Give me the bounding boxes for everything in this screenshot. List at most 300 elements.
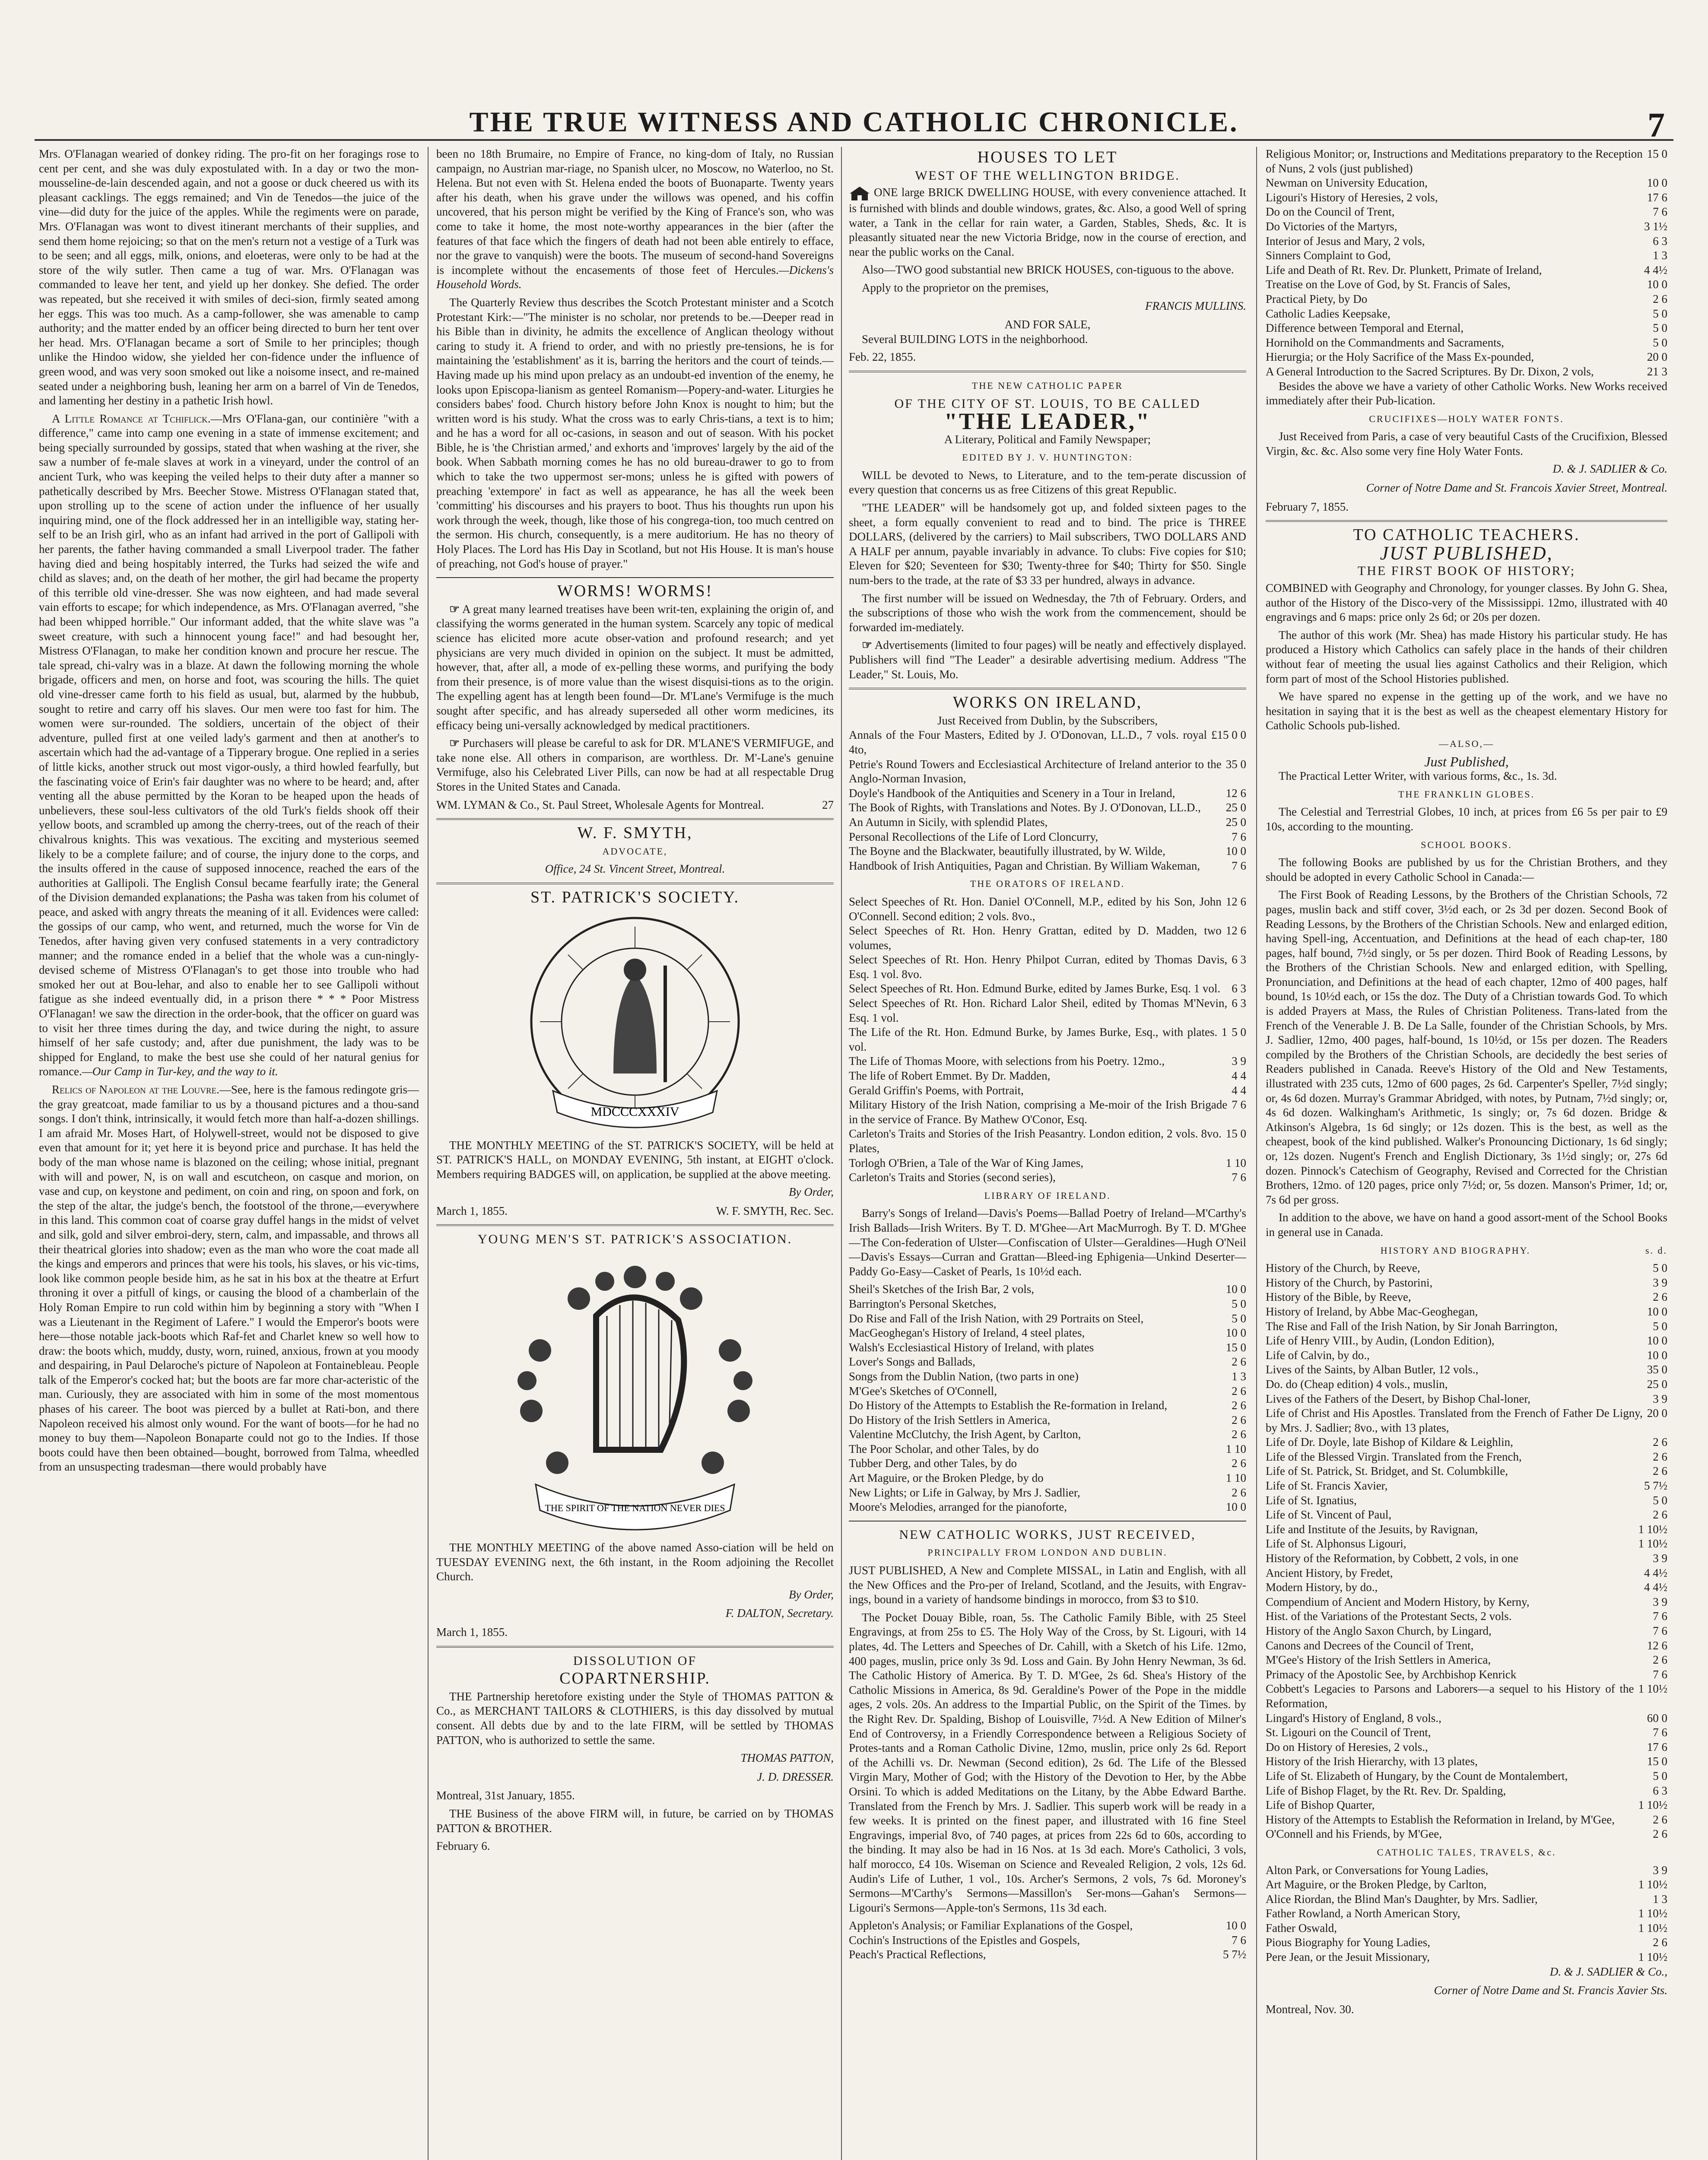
rule [436, 818, 834, 820]
ad-subtitle: AND FOR SALE, [1004, 318, 1091, 331]
book-list-item [1266, 1877, 1667, 1892]
book-list-item [849, 924, 1246, 953]
book-title: History of the Church, by Reeve, [1266, 1261, 1420, 1275]
book-title: Petrie's Round Towers and Ecclesiastical Architecture of Ireland anterior to the Anglo-Norman Invasion, [849, 757, 1222, 785]
ad-body: "THE LEADER" will be handsomely got up, and folded sixteen pages to the sheet, a form equally convenient to read and to bind. The price is THREE DOLLARS, (delivered by the carriers) to Mail subscribers, TWO DOLLARS AND A HALF per annum, payable invariably in advance. To clubs: Five copies for $10; Eleven for $20; Seventeen for $30; Twenty-three for $40; Thirty for $50. Single num-bers to the trade, at the rate of $3 33 per hundred, always in advance. [849, 501, 1246, 587]
book-list-item [1266, 1406, 1667, 1435]
book-title: Interior of Jesus and Mary, 2 vols, [1266, 234, 1425, 248]
book-list [1266, 147, 1667, 379]
book-title: Select Speeches of Rt. Hon. Daniel O'Connell, M.P., edited by his Son, John O'Connell. Second edition; 2 vols. 8vo., [849, 895, 1222, 923]
book-list-item [849, 1413, 1246, 1428]
book-price: 10 0 [1225, 1500, 1246, 1514]
ad-text: ONE large BRICK DWELLING HOUSE, with every convenience attached. It is furnished with blinds and double windows, grates, &c. Also, a good Well of spring water, a Tank in the cellar for rain water, a Garden, Stables, Sheds, &c. It is pleasantly situated near the new Victoria Bridge, now in the course of erection, and near the public works on the Canal. [849, 186, 1246, 258]
book-price: 1 10 [1225, 1442, 1246, 1455]
also-label: —ALSO,— [1439, 738, 1494, 749]
book-list-item [849, 1170, 1246, 1185]
book-price: 2 6 [1653, 1827, 1667, 1841]
list-heading [1266, 1243, 1667, 1258]
book-title: Sheil's Sketches of the Irish Bar, 2 vols, [849, 1283, 1034, 1296]
book-list-item [1266, 350, 1667, 365]
book-price: 3 9 [1232, 1055, 1246, 1068]
book-list-item [1266, 1798, 1667, 1813]
meeting-notice: THE MONTHLY MEETING of the above named Asso-ciation will be held on TUESDAY EVENING next, the 6th instant, in the Room adjoining the Recollet Church. [436, 1541, 834, 1583]
ad-body: Just Received from Paris, a case of very beautiful Casts of the Crucifixion, Blessed Virgin, &c. &c. Also some very fine Holy Water Fonts. [1266, 430, 1667, 457]
leader-heading: THE NEW CATHOLIC PAPER [971, 380, 1124, 391]
book-title: Ligouri's History of Heresies, 2 vols, [1266, 191, 1438, 204]
book-list-item [849, 1282, 1246, 1297]
book-list-item [849, 1442, 1246, 1457]
book-list-item [1266, 1950, 1667, 1965]
book-title: Life of Dr. Doyle, late Bishop of Kildare & Leighlin, [1266, 1436, 1513, 1449]
book-list-item [849, 1919, 1246, 1933]
book-title: Life of Henry VIII., by Audin, (London Edition), [1266, 1334, 1495, 1347]
book-list-item [1266, 1392, 1667, 1407]
book-price: 5 0 [1653, 1261, 1667, 1275]
book-list-item [1266, 1435, 1667, 1450]
book-list-item [849, 1500, 1246, 1515]
book-list-item [849, 1127, 1246, 1156]
book-price: 6 3 [1653, 234, 1667, 248]
book-price: 7 6 [1232, 830, 1246, 843]
seal-year: MDCCCXXXIV [590, 1104, 679, 1119]
book-title: M'Gee's Sketches of O'Connell, [849, 1384, 997, 1398]
book-price: 21 3 [1647, 365, 1667, 378]
book-price: 4 4 [1232, 1083, 1246, 1097]
ireland-subtitle: Just Received from Dublin, by the Subscribers, [937, 714, 1158, 727]
book-title: Moore's Melodies, arranged for the pianoforte, [849, 1500, 1067, 1514]
book-list-item [849, 1312, 1246, 1326]
notice-secretary: W. F. SMYTH, Rec. Sec. [716, 1204, 834, 1217]
rule [436, 883, 834, 884]
book-price: 2 6 [1232, 1355, 1246, 1369]
book-title: Alton Park, or Conversations for Young Ladies, [1266, 1863, 1489, 1877]
book-list-item [849, 996, 1246, 1025]
ad-text: WM. LYMAN & Co., St. Paul Street, Wholesale Agents for Montreal. [436, 798, 764, 811]
book-list-item [1266, 307, 1667, 321]
book-price: 35 0 [1225, 757, 1246, 771]
article-source: —Our Camp in Tur-key, and the way to it. [82, 1065, 278, 1078]
book-title: Carleton's Traits and Stories (second series), [849, 1171, 1056, 1184]
book-list-item [1266, 1668, 1667, 1682]
book-price: 1 3 [1653, 249, 1667, 262]
leader-title: "THE LEADER," [944, 408, 1151, 435]
book-title: Life and Institute of the Jesuits, by Ravignan, [1266, 1522, 1478, 1536]
book-list-item [849, 844, 1246, 859]
ad-body [849, 638, 1246, 682]
book-list-item [849, 1054, 1246, 1069]
new-works-body: JUST PUBLISHED, A New and Complete MISSAL, in Latin and English, with all the New Offices and the Pro-per of Ireland, Scotland, and the Jesuits, with Engrav-ings, bound in a variety of handsome bindings in morocco, from $3 to $10. [849, 1564, 1246, 1606]
notice-date: March 1, 1855. [436, 1626, 508, 1639]
book-list-item [1266, 1769, 1667, 1784]
ad-body: The following Books are published by us for the Christian Brothers, and they should be adopted in every Catholic School in Canada:— [1266, 856, 1667, 883]
book-title: Lives of the Saints, by Alban Butler, 12 vols., [1266, 1363, 1479, 1376]
book-price: 12 6 [1647, 1639, 1667, 1652]
book-title: Songs from the Dublin Nation, (two parts in one) [849, 1369, 1079, 1383]
book-list-item [1266, 234, 1667, 249]
book-price: 3 1½ [1644, 219, 1667, 233]
book-price: 10 0 [1225, 1283, 1246, 1296]
book-price: 10 0 [1225, 1919, 1246, 1932]
book-price: 3 9 [1653, 1276, 1667, 1289]
book-price: 12 6 [1225, 924, 1246, 937]
book-list-item [1266, 147, 1667, 176]
rule [436, 577, 834, 578]
book-price: 5 7½ [1223, 1948, 1246, 1961]
book-list [849, 1282, 1246, 1515]
book-list-item [1266, 1609, 1667, 1624]
book-title: Art Maguire, or the Broken Pledge, by Carlton, [1266, 1878, 1487, 1891]
book-price: 3 9 [1653, 1392, 1667, 1405]
book-list-item [1266, 1711, 1667, 1726]
book-list [849, 1919, 1246, 1962]
book-price: 5 0 [1653, 336, 1667, 349]
book-price: 1 10½ [1638, 1682, 1667, 1696]
book-title: Religious Monitor; or, Instructions and Meditations preparatory to the Reception of Nuns, 2 vols (just published) [1266, 147, 1643, 175]
book-price: 15 0 [1647, 147, 1667, 160]
book-title: History of the Bible, by Reeve, [1266, 1290, 1411, 1304]
book-title: Practical Piety, by Do [1266, 292, 1368, 305]
article-paragraph [39, 412, 419, 1079]
signature: THOMAS PATTON, [740, 1751, 834, 1765]
book-list-item [849, 1340, 1246, 1355]
dissolution-notice: THE Partnership heretofore existing under the Style of THOMAS PATTON & Co., as MERCHANT TAILORS & CLOTHIERS, is this day dissolved by mutual consent. All debts due by and to the late FIRM, will be settled by THOMAS PATTON, who is authorized to settle the same. [436, 1690, 834, 1747]
list-heading-text: HISTORY AND BIOGRAPHY. [1380, 1245, 1531, 1256]
motto-text: THE SPIRIT OF THE NATION NEVER DIES [545, 1502, 725, 1514]
book-price: 10 0 [1225, 845, 1246, 858]
dissolution-title: COPARTNERSHIP. [559, 1669, 711, 1688]
book-price: 5 7½ [1644, 1479, 1667, 1493]
book-price: 5 0 [1653, 1769, 1667, 1782]
just-published: JUST PUBLISHED, [1380, 542, 1553, 564]
book-title: Hierurgia; or the Holy Sacrifice of the Mass Ex-pounded, [1266, 350, 1534, 364]
book-price: 1 3 [1653, 1892, 1667, 1906]
ad-body: COMBINED with Geography and Chronology, for younger classes. By John G. Shea, author of the History of the Disco-very of the Mississippi. 12mo, illustrated with 40 engravings and 6 maps: price only 2s 6d; or 20s per dozen. [1266, 581, 1667, 624]
book-title: Difference between Temporal and Eternal, [1266, 321, 1464, 335]
article-paragraph [39, 1083, 419, 1474]
book-title: Do History of the Irish Settlers in America, [849, 1413, 1051, 1426]
book-title: Lover's Songs and Ballads, [849, 1355, 975, 1369]
book-title: Life of Christ and His Apostles. Translated from the French of Father De Ligny, by Mrs. J. Sadlier; 8vo., with 13 plates, [1266, 1407, 1643, 1434]
book-price: 5 0 [1653, 307, 1667, 320]
ad-text: Purchasers will please be careful to ask for DR. M'LANE'S VERMIFUGE, and take none else. All others in comparison, are worthless. Dr. M'-Lane's genuine Vermifuge, also his Celebrated Liver Pills, can now be had at all respectable Drug Stores in the United States and Canada. [436, 737, 834, 793]
book-price: 7 6 [1232, 1098, 1246, 1112]
book-price: 10 0 [1225, 1326, 1246, 1340]
rule [436, 1224, 834, 1226]
book-price: 10 0 [1647, 278, 1667, 291]
book-price: 1 10½ [1638, 1907, 1667, 1920]
house-icon [849, 186, 870, 201]
book-price: 25 0 [1225, 801, 1246, 814]
leader-subtitle: A Literary, Political and Family Newspaper; [944, 432, 1151, 446]
new-works-subtitle: PRINCIPALLY FROM LONDON AND DUBLIN. [927, 1547, 1168, 1558]
society-title: ST. PATRICK'S SOCIETY. [530, 888, 740, 906]
book-price: 6 3 [1653, 1784, 1667, 1797]
notice-date: Montreal, 31st January, 1855. [436, 1789, 575, 1802]
book-title: The Boyne and the Blackwater, beautifully illustrated, by W. Wilde, [849, 845, 1165, 858]
book-title: Life of St. Ignatius, [1266, 1493, 1357, 1507]
book-price: 5 0 [1232, 1297, 1246, 1310]
signature: D. & J. SADLIER & Co., [1549, 1965, 1667, 1978]
book-title: Gerald Griffin's Poems, with Portrait, [849, 1083, 1024, 1097]
ad-body: Also—TWO good substantial new BRICK HOUSES, con-tiguous to the above. [862, 263, 1234, 276]
book-list-item [1266, 1863, 1667, 1878]
book-title: Catholic Ladies Keepsake, [1266, 307, 1391, 320]
book-price: 3 9 [1653, 1863, 1667, 1877]
book-title: Ancient History, by Fredet, [1266, 1566, 1393, 1579]
book-title: New Lights; or Life in Galway, by Mrs J. Sadlier, [849, 1486, 1080, 1499]
book-price: 7 6 [1232, 1171, 1246, 1184]
book-list-item [849, 728, 1246, 757]
book-list-item [1266, 1892, 1667, 1907]
book-title: Alice Riordan, the Blind Man's Daughter, by Mrs. Sadlier, [1266, 1892, 1538, 1906]
book-list-item [1266, 1827, 1667, 1842]
association-title: YOUNG MEN'S ST. PATRICK'S ASSOCIATION. [477, 1232, 793, 1247]
book-price: £15 0 0 [1211, 728, 1246, 742]
book-title: History of the Church, by Pastorini, [1266, 1276, 1433, 1289]
book-title: Annals of the Four Masters, Edited by J. O'Donovan, LL.D., 7 vols. royal 4to, [849, 728, 1207, 756]
book-list-item [1266, 1551, 1667, 1566]
book-title: Military History of the Irish Nation, comprising a Me-moir of the Irish Brigade in the service of France. By Mathew O'Conor, Esq. [849, 1098, 1228, 1126]
book-title: Do Rise and Fall of the Irish Nation, with 29 Portraits on Steel, [849, 1312, 1144, 1325]
book-list-item [1266, 191, 1667, 205]
column-divider [428, 147, 429, 2160]
book-price: 7 6 [1653, 1668, 1667, 1681]
book-title: Select Speeches of Rt. Hon. Henry Grattan, edited by D. Madden, two volumes, [849, 924, 1222, 952]
book-list-item [849, 1156, 1246, 1171]
book-list [849, 895, 1246, 1185]
book-list-item [1266, 1261, 1667, 1276]
book-list-item [1266, 1493, 1667, 1508]
book-title: Cobbett's Legacies to Parsons and Laborers—a sequel to his History of the Reformation, [1266, 1682, 1634, 1710]
book-list-item [1266, 1595, 1667, 1610]
book-price: 15 0 [1225, 1127, 1246, 1140]
advocate-name: W. F. SMYTH, [577, 824, 693, 842]
book-title: Sinners Complaint to God, [1266, 249, 1391, 262]
book-list-item [1266, 1813, 1667, 1827]
notice-date: Feb. 22, 1855. [849, 350, 916, 364]
st-patricks-society-seal [523, 909, 747, 1134]
book-title: Father Rowland, a North American Story, [1266, 1907, 1460, 1920]
book-price: 5 0 [1653, 1319, 1667, 1333]
book-list-item [1266, 321, 1667, 336]
book-list-item [1266, 1377, 1667, 1392]
book-title: MacGeoghegan's History of Ireland, 4 steel plates, [849, 1326, 1085, 1340]
book-list-item [849, 953, 1246, 982]
book-list-item [1266, 1624, 1667, 1639]
book-title: Life of St. Elizabeth of Hungary, by the Count de Montalembert, [1266, 1769, 1568, 1782]
notice-date: February 7, 1855. [1266, 500, 1349, 513]
book-list-item [849, 1427, 1246, 1442]
book-list-item [1266, 1935, 1667, 1950]
ad-body: Apply to the proprietor on the premises, [862, 281, 1049, 294]
ad-body: The First Book of Reading Lessons, by the Brothers of the Christian Schools, 72 pages, muslin back and stiff cover, 3½d each, or 2s 3d per dozen. Second Book of Reading Lessons, by the Brothers of the Christian Schools. New and enlarged edition, having Spell-ing, Accentuation, and Definitions at the head of each chap-ter, 180 pages, half bound, 7½d singly, or 5s per dozen. Third Book of Reading Lessons, by the Brothers of the Christian Schools. New and enlarged edition, with Spelling, Pronunciation, and Definitions at the head of each chapter, 12mo of 400 pages, half bound, 1s 10½d each, or 15s the doz. The Duty of a Christian towards God. To which is added Prayers at Mass, the Rules of Christian Politeness. Trans-lated from the French of the Venerable J. B. De La Salle, founder of the Christian Schools, by Mrs. J. Sadlier, 12mo, 400 pages, half-bound, 1s 10½d, or 15s per dozen. The Readers compiled by the Brothers of the Christian Schools, are decidedly the best series of Readers published in Canada. Reeve's History of the Old and New Testaments, illustrated with 235 cuts, 12mo of 600 pages, 2s 6d. Carpenter's Speller, 7½d singly; or, 4s 6d dozen. Murray's Grammar Abridged, with notes, by Putnam, 7½d singly; or, 4s 6d dozen. Walkingham's Arithmetic, 1s singly; or, 7s 6d dozen. Bridge & Atkinson's Algebra, 1s 6d singly; or 12s dozen. This is the best, as well as the cheapest, book of the kind published. Walker's Pronouncing Dictionary, 1s 6d singly; or, 12s dozen. Nugent's French and English Dictionary, 3s 1½d singly; or, 27s 6d dozen. Pinnock's Catechism of Geography, Revised and Corrected for the Christian Brothers, 12mo. of 120 pages, price only 7½d; or, 5s dozen. Manson's Primer, 1d; or, 7s 6d per gross. [1266, 888, 1667, 1206]
by-order: By Order, [789, 1588, 834, 1601]
book-list-item [849, 1297, 1246, 1312]
ad-agents [436, 798, 834, 813]
book-list-item [849, 1471, 1246, 1486]
ad-body: The Celestial and Terrestrial Globes, 10 inch, at prices from £6 5s per pair to £9 10s, according to the mounting. [1266, 805, 1667, 833]
book-list-item [1266, 1921, 1667, 1936]
ad-body [436, 602, 834, 733]
book-title: Hornihold on the Commandments and Sacraments, [1266, 336, 1504, 349]
book-price: 7 6 [1653, 1624, 1667, 1637]
book-list-item [1266, 1754, 1667, 1769]
book-title: The Rise and Fall of the Irish Nation, by Sir Jonah Barrington, [1266, 1319, 1558, 1333]
book-price: 25 0 [1225, 815, 1246, 829]
ad-body: The Practical Letter Writer, with various forms, &c., 1s. 3d. [1279, 769, 1557, 783]
notice-date: March 1, 1855. [436, 1204, 508, 1217]
ad-body [436, 736, 834, 794]
book-price: 1 10½ [1638, 1522, 1667, 1536]
book-list-item [1266, 1464, 1667, 1479]
book-title: Life of St. Francis Xavier, [1266, 1479, 1388, 1493]
book-list-item [1266, 1508, 1667, 1522]
book-title: History of the Anglo Saxon Church, by Lingard, [1266, 1624, 1492, 1637]
ad-subtitle: WEST OF THE WELLINGTON BRIDGE. [915, 168, 1180, 183]
by-order: By Order, [789, 1185, 834, 1199]
book-list-item [1266, 1305, 1667, 1319]
harp-emblem [497, 1251, 773, 1536]
article-lead: Relics of Napoleon at the Louvre. [52, 1083, 219, 1096]
book-list [1266, 1261, 1667, 1842]
book-title: The Life of the Rt. Hon. Edmund Burke, by James Burke, Esq., with plates. 1 vol. [849, 1026, 1228, 1053]
book-title: Life and Death of Rt. Rev. Dr. Plunkett, Primate of Ireland, [1266, 263, 1542, 276]
book-price: 1 3 [1232, 1369, 1246, 1383]
notice-date: Montreal, Nov. 30. [1266, 2002, 1354, 2016]
book-price: 12 6 [1225, 895, 1246, 908]
book-title: Compendium of Ancient and Modern History, by Kerny, [1266, 1595, 1530, 1608]
leader-editor: EDITED BY J. V. HUNTINGTON: [962, 452, 1133, 463]
book-price: 7 6 [1653, 205, 1667, 219]
book-price: 1 10½ [1638, 1798, 1667, 1812]
book-title: Valentine McClutchy, the Irish Agent, by Carlton, [849, 1428, 1081, 1441]
book-price: 10 0 [1647, 176, 1667, 190]
book-title: An Autumn in Sicily, with splendid Plates, [849, 815, 1048, 829]
book-title: Hist. of the Variations of the Protestant Sects, 2 vols. [1266, 1610, 1512, 1623]
book-price: 4 4 [1232, 1069, 1246, 1083]
book-list-item [1266, 1653, 1667, 1668]
book-title: Canons and Decrees of the Council of Trent, [1266, 1639, 1474, 1652]
book-title: Carleton's Traits and Stories of the Irish Peasantry. London edition, 2 vols. 8vo. Plates, [849, 1127, 1222, 1155]
notice-date: February 6. [436, 1839, 490, 1853]
dissolution-notice: THE Business of the above FIRM will, in future, be carried on by THOMAS PATTON & BROTHER. [436, 1807, 834, 1835]
book-price: 2 6 [1653, 1936, 1667, 1949]
book-title: Personal Recollections of the Life of Lord Cloncurry, [849, 830, 1098, 843]
book-title: Doyle's Handbook of the Antiquities and Scenery in a Tour in Ireland, [849, 786, 1175, 800]
book-title: Select Speeches of Rt. Hon. Henry Philpot Curran, edited by Thomas Davis, Esq. 1 vol. 8vo. [849, 953, 1228, 981]
book-list-item [849, 1486, 1246, 1500]
book-title: Life of St. Vincent of Paul, [1266, 1508, 1392, 1522]
book-list-item [1266, 365, 1667, 379]
book-price: 5 0 [1232, 1312, 1246, 1325]
ad-body: In addition to the above, we have on hand a good assort-ment of the School Books in general use in Canada. [1266, 1211, 1667, 1239]
book-price: 2 6 [1653, 292, 1667, 305]
list-heading: SCHOOL BOOKS. [1421, 839, 1512, 850]
book-price: 35 0 [1647, 1363, 1667, 1376]
list-heading: THE ORATORS OF IRELAND. [970, 878, 1125, 889]
notice-footer [436, 1204, 834, 1219]
book-price: 2 6 [1232, 1413, 1246, 1426]
book-price: 1 10½ [1638, 1921, 1667, 1934]
column-divider [841, 147, 842, 2160]
book-list-item [1266, 205, 1667, 219]
book-list-item [849, 1933, 1246, 1948]
book-title: THE FIRST BOOK OF HISTORY; [1357, 564, 1576, 578]
article-paragraph [436, 147, 834, 292]
book-list-item [849, 800, 1246, 815]
book-price: 2 6 [1653, 1290, 1667, 1304]
newspaper-title: THE TRUE WITNESS AND CATHOLIC CHRONICLE. [469, 106, 1239, 138]
ireland-title: WORKS ON IRELAND, [952, 693, 1143, 712]
book-price: 17 6 [1647, 191, 1667, 204]
book-list-item [1266, 1334, 1667, 1348]
column-3 [849, 147, 1246, 2160]
list-heading: CATHOLIC TALES, TRAVELS, &c. [1377, 1846, 1556, 1858]
signature: FRANCIS MULLINS. [1145, 299, 1246, 312]
book-price: 17 6 [1647, 1740, 1667, 1753]
book-list-item [1266, 336, 1667, 350]
book-list [849, 728, 1246, 873]
saint-head-icon [624, 959, 646, 981]
book-price: 2 6 [1653, 1813, 1667, 1826]
book-list-item [1266, 1363, 1667, 1377]
book-title: Barrington's Personal Sketches, [849, 1297, 997, 1310]
book-title: Handbook of Irish Antiquities, Pagan and Christian. By William Wakeman, [849, 859, 1200, 872]
ad-body: The first number will be issued on Wednesday, the 7th of February. Orders, and the subscriptions of those who wish the work from the commencement, should be forwarded im-mediately. [849, 591, 1246, 634]
book-title: Select Speeches of Rt. Hon. Edmund Burke, edited by James Burke, Esq. 1 vol. [849, 982, 1221, 995]
book-price: 7 6 [1232, 1933, 1246, 1947]
book-list-item [849, 895, 1246, 924]
book-price: 3 9 [1653, 1552, 1667, 1565]
book-list-item [1266, 1276, 1667, 1290]
book-price: 7 6 [1653, 1726, 1667, 1739]
rule [1266, 520, 1667, 522]
book-title: Appleton's Analysis; or Familiar Explanations of the Gospel, [849, 1919, 1133, 1932]
book-list-item [1266, 277, 1667, 292]
book-title: Art Maguire, or the Broken Pledge, by do [849, 1471, 1044, 1485]
ad-text: Advertisements (limited to four pages) will be neatly and effectively displayed. Publishers will find "The Leader" a desirable advertising medium. Address "The Leader," St. Louis, Mo. [849, 638, 1246, 681]
ad-body: We have spared no expense in the getting up of the work, and we have no hesitation in saying that it is the best as well as the cheapest elementary History for Catholic Schools pub-lished. [1266, 690, 1667, 732]
book-list-item [1266, 1682, 1667, 1711]
dissolution-title: DISSOLUTION OF [573, 1653, 697, 1668]
book-list-item [1266, 248, 1667, 263]
book-price: 20 0 [1647, 350, 1667, 364]
book-list-item [849, 1384, 1246, 1399]
book-list-item [849, 1098, 1246, 1127]
book-price: 1 10½ [1638, 1950, 1667, 1964]
book-list-item [1266, 1290, 1667, 1305]
saint-figure-icon [613, 974, 657, 1074]
book-list-item [1266, 1740, 1667, 1755]
book-title: Do Victories of the Martyrs, [1266, 219, 1397, 233]
book-title: Pious Biography for Young Ladies, [1266, 1936, 1431, 1949]
column-1 [39, 147, 419, 2160]
book-title: M'Gee's History of the Irish Settlers in America, [1266, 1653, 1491, 1667]
book-price: 3 9 [1653, 1595, 1667, 1608]
book-price: 2 6 [1653, 1436, 1667, 1449]
masthead [35, 26, 1673, 143]
book-list-item [849, 1025, 1246, 1054]
column-divider [1256, 147, 1257, 2160]
article-body: —See, here is the famous redingote gris—the gray greatcoat, made familiar to us by a thousand pictures and a thou-sand songs. I don't think, intrinsically, it would fetch more than half-a-dozen shillings. I am afraid Mr. Moses Hart, of Holywell-street, would not be disposed to give even that amount for it; yet here it is beyond price and purchase. It has held the body of the man whose name is blazoned on the ceiling; whose initial, pregnant with will and power, N, is on wall and escutcheon, on casque and morion, on vase and cup, on keystone and pediment, on coin and ring, on spoon and fork, on the step of the altar, the judge's bench, the footstool of the throne,—everywhere in this land. This common coat of coarse gray duffel hangs in the midst of velvet and silk, gold and silver embroi-dery, stern, calm, and impassable, and throws all their theatrical glories into shadow; even as the man who wore the coat made all the kings and emperors and princes that were his tools, his slaves, or his vic-tims, look like common people beside him, as he sat in his box at the theatre at Erfurt throning it over a pitfull of kings, or causing the blood of a chamberlain of the Holy Roman Empire to run cold within him by beginning a story with "When I was a Lieutenant in the Regiment of Lafere." I would the Emperor's boots were here—those notable jack-boots which Raf-fet and Charlet knew so well how to draw: the boots which, muddy, dusty, worn, ruined, anxious, frown at you moody and despairing, in Paul Delaroche's picture of Napoleon at Fontainebleau. People talk of the Emperor's cocked hat; but the boots are far more char-acteristic of the man. Curiously, they are associated with him in some of the most momentous phases of his career. The boot was pierced by a bullet at Rati-bon, and there Napoleon received his almost only wound. For the want of boots—for he had no money to buy them—Napoleon Bonaparte could not go to the Indies. If those boots could have then been obtained—bought, borrowed from Talma, wheedled from an unsuspecting tradesman—there would probably have [39, 1083, 419, 1474]
book-title: Do. do (Cheap edition) 4 vols., muslin, [1266, 1377, 1448, 1391]
book-price: 2 6 [1653, 1450, 1667, 1463]
book-price: 5 0 [1653, 1493, 1667, 1507]
book-title: Newman on University Education, [1266, 176, 1428, 190]
book-title: Lives of the Fathers of the Desert, by Bishop Chal-loner, [1266, 1392, 1531, 1405]
book-list-item [1266, 1479, 1667, 1493]
book-list-item [849, 1398, 1246, 1413]
